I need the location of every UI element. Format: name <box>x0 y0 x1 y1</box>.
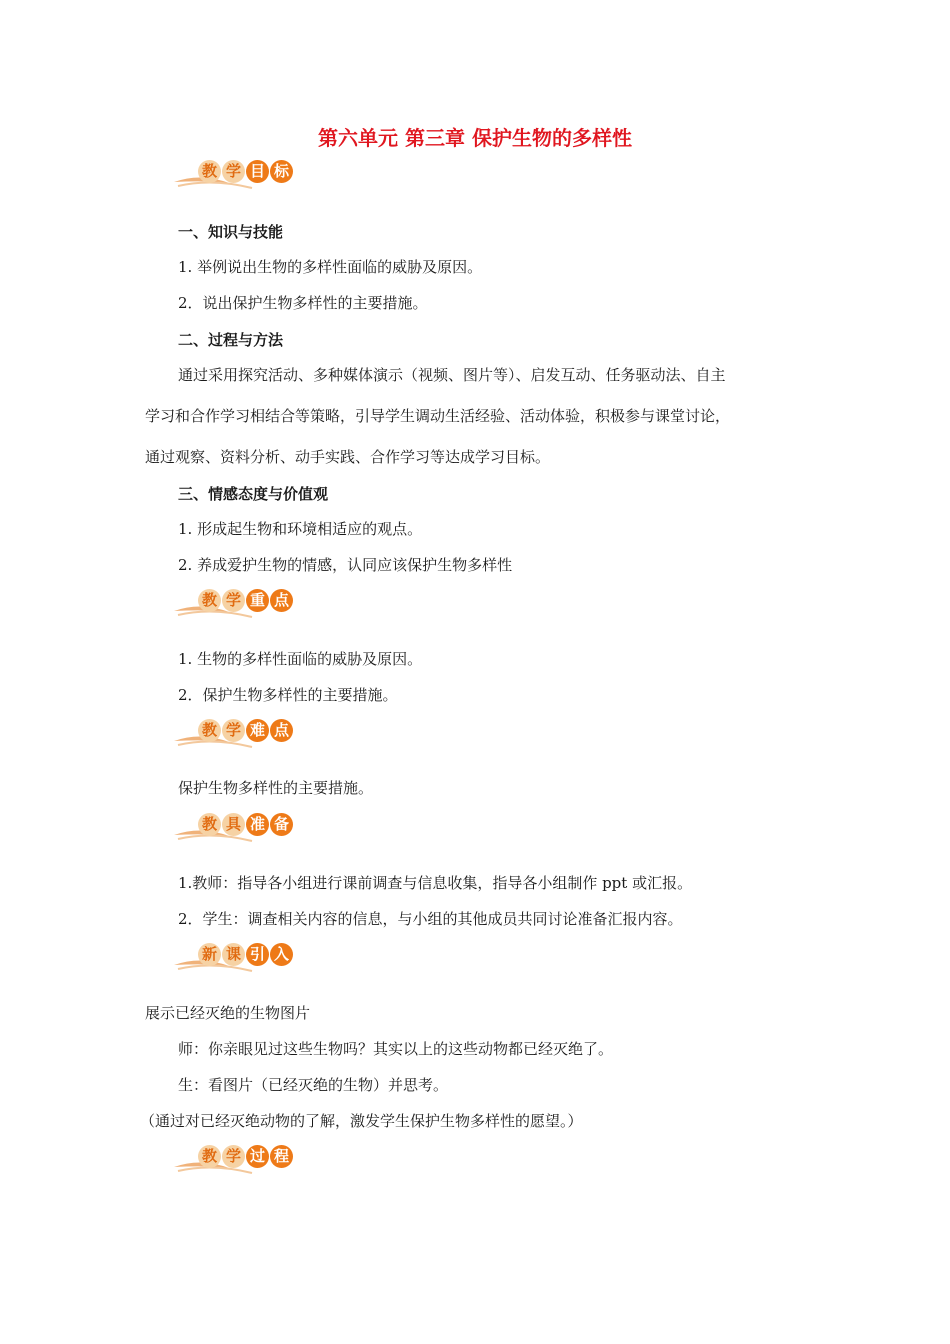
banner-char: 教 <box>198 160 221 183</box>
banner-char: 点 <box>270 719 293 742</box>
paragraph-line: 展示已经灭绝的生物图片 <box>145 1004 311 1022</box>
list-item: 1.教师：指导各小组进行课前调查与信息收集，指导各小组制作 ppt 或汇报。 <box>178 874 693 892</box>
banner-char: 具 <box>222 813 245 836</box>
list-item: 2．说出保护生物多样性的主要措施。 <box>178 294 428 312</box>
banner-char: 过 <box>246 1145 269 1168</box>
paragraph-line: 通过观察、资料分析、动手实践、合作学习等达成学习目标。 <box>145 448 551 466</box>
list-item: 2．学生：调查相关内容的信息，与小组的其他成员共同讨论准备汇报内容。 <box>178 910 683 928</box>
banner-char: 教 <box>198 719 221 742</box>
banner-teaching-process <box>172 1141 312 1177</box>
paragraph-line: 师：你亲眼见过这些生物吗？其实以上的这些动物都已经灭绝了。 <box>178 1040 614 1058</box>
banner-char: 课 <box>222 943 245 966</box>
banner-char: 教 <box>198 813 221 836</box>
banner-teaching-goals <box>172 156 312 192</box>
banner-teaching-key <box>172 585 312 621</box>
paragraph-line: 通过采用探究活动、多种媒体演示（视频、图片等）、启发互动、任务驱动法、自主 <box>178 366 726 384</box>
banner-char: 目 <box>246 160 269 183</box>
paragraph-line: 生：看图片（已经灭绝的生物）并思考。 <box>178 1076 449 1094</box>
list-item: 2．保护生物多样性的主要措施。 <box>178 686 398 704</box>
heading-process: 二、过程与方法 <box>178 331 284 349</box>
heading-knowledge: 一、知识与技能 <box>178 223 284 241</box>
list-item: 1. 生物的多样性面临的威胁及原因。 <box>178 650 423 668</box>
heading-attitude: 三、情感态度与价值观 <box>178 485 329 503</box>
banner-char: 学 <box>222 719 245 742</box>
banner-char: 学 <box>222 160 245 183</box>
list-item: 1. 举例说出生物的多样性面临的威胁及原因。 <box>178 258 483 276</box>
banner-char: 标 <box>270 160 293 183</box>
list-item: 1. 形成起生物和环境相适应的观点。 <box>178 520 423 538</box>
banner-char: 点 <box>270 589 293 612</box>
banner-teaching-tools <box>172 809 312 845</box>
banner-char: 学 <box>222 589 245 612</box>
banner-char: 准 <box>246 813 269 836</box>
banner-char: 教 <box>198 589 221 612</box>
list-item: 2. 养成爱护生物的情感，认同应该保护生物多样性 <box>178 556 513 574</box>
banner-char: 教 <box>198 1145 221 1168</box>
paragraph-line: 学习和合作学习相结合等策略，引导学生调动生活经验、活动体验，积极参与课堂讨论， <box>145 407 731 425</box>
paragraph-line: 保护生物多样性的主要措施。 <box>178 779 374 797</box>
page-title: 第六单元 第三章 保护生物的多样性 <box>318 126 632 150</box>
banner-char: 新 <box>198 943 221 966</box>
banner-char: 程 <box>270 1145 293 1168</box>
banner-char: 入 <box>270 943 293 966</box>
paragraph-line: （通过对已经灭绝动物的了解，激发学生保护生物多样性的愿望。） <box>140 1112 583 1130</box>
banner-char: 备 <box>270 813 293 836</box>
banner-teaching-difficult <box>172 715 312 751</box>
banner-new-lesson-intro <box>172 939 312 975</box>
banner-char: 引 <box>246 943 269 966</box>
banner-char: 难 <box>246 719 269 742</box>
banner-char: 重 <box>246 589 269 612</box>
banner-char: 学 <box>222 1145 245 1168</box>
